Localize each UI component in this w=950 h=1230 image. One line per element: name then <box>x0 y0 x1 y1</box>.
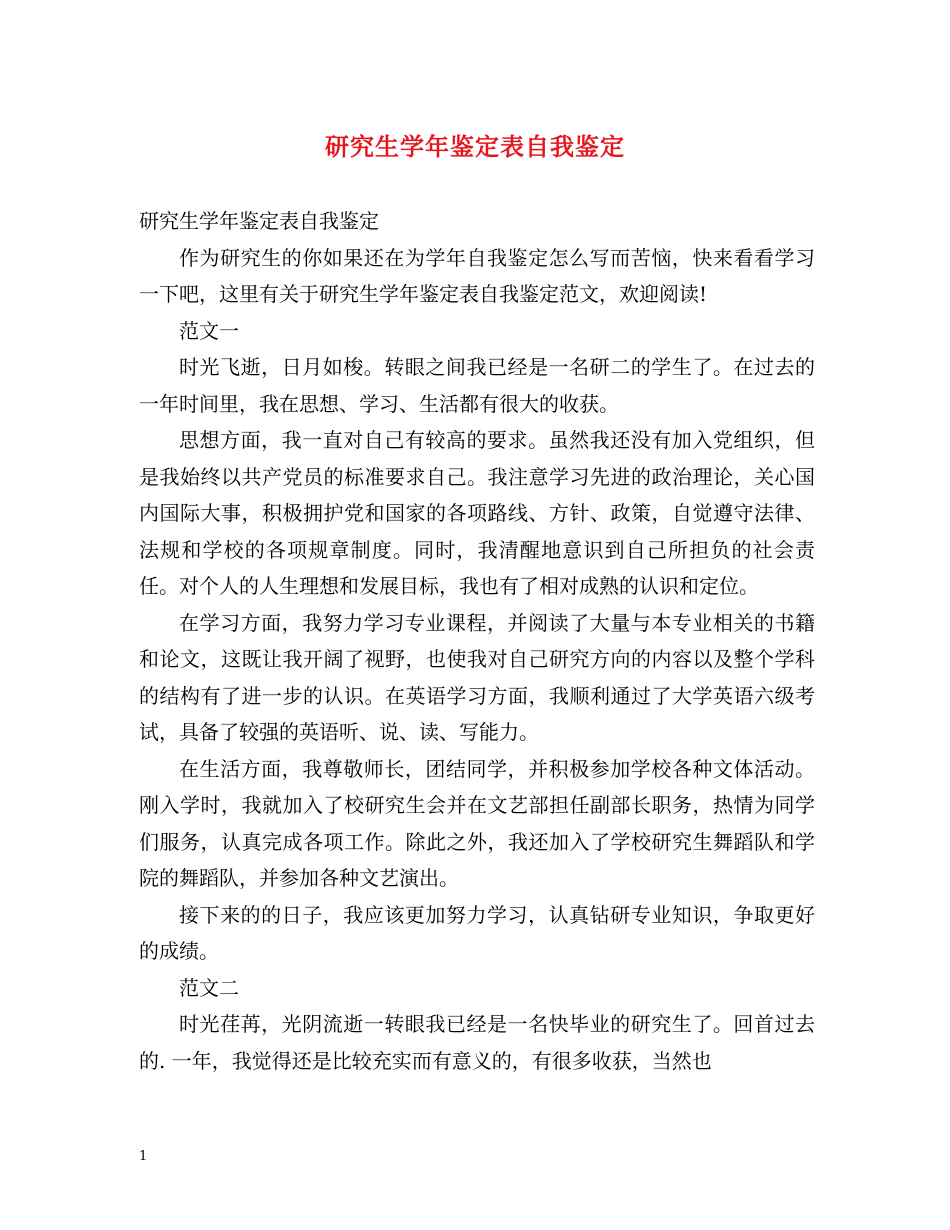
section-heading-sample-1: 范文一 <box>179 318 239 343</box>
body-paragraph: 思想方面，我一直对自己有较高的要求。虽然我还没有加入党组织，但是我始终以共产党员的标准要求自己。我注意学习先进的政治理论，关心国内国际大事，积极拥护党和国家的各项路线、方针、政策，自觉遵守法律、法规和学校的各项规章制度。同时，我清醒地意识到自己所担负的社会责任。对个人的人生理想和发展目标，我也有了相对成熟的认识和定位。 <box>139 428 815 598</box>
intro-paragraph: 作为研究生的你如果还在为学年自我鉴定怎么写而苦恼，快来看看学习一下吧，这里有关于研究生学年鉴定表自我鉴定范文，欢迎阅读! <box>139 245 815 306</box>
document-body <box>139 203 815 1079</box>
body-paragraph: 接下来的的日子，我应该更加努力学习，认真钻研专业知识，争取更好的成绩。 <box>139 902 815 963</box>
body-paragraph: 在学习方面，我努力学习专业课程，并阅读了大量与本专业相关的书籍和论文，这既让我开阔了视野，也使我对自己研究方向的内容以及整个学科的结构有了进一步的认识。在英语学习方面，我顺利通过了大学英语六级考试，具备了较强的英语听、说、读、写能力。 <box>139 610 815 744</box>
body-paragraph: 时光飞逝，日月如梭。转眼之间我已经是一名研二的学生了。在过去的一年时间里，我在思想、学习、生活都有很大的收获。 <box>139 355 815 416</box>
section-heading-sample-2: 范文二 <box>179 975 239 1000</box>
document-title: 研究生学年鉴定表自我鉴定 <box>325 132 625 161</box>
body-paragraph: 在生活方面，我尊敬师长，团结同学，并积极参加学校各种文体活动。刚入学时，我就加入了校研究生会并在文艺部担任副部长职务，热情为同学们服务，认真完成各项工作。除此之外，我还加入了学校研究生舞蹈队和学院的舞蹈队，并参加各种文艺演出。 <box>139 756 815 890</box>
body-paragraph: 时光荏苒，光阴流逝一转眼我已经是一名快毕业的研究生了。回首过去的. 一年，我觉得还是比较充实而有意义的，有很多收获，当然也 <box>139 1012 815 1073</box>
page-number: 1 <box>139 1149 148 1164</box>
subtitle-paragraph: 研究生学年鉴定表自我鉴定 <box>139 209 379 233</box>
